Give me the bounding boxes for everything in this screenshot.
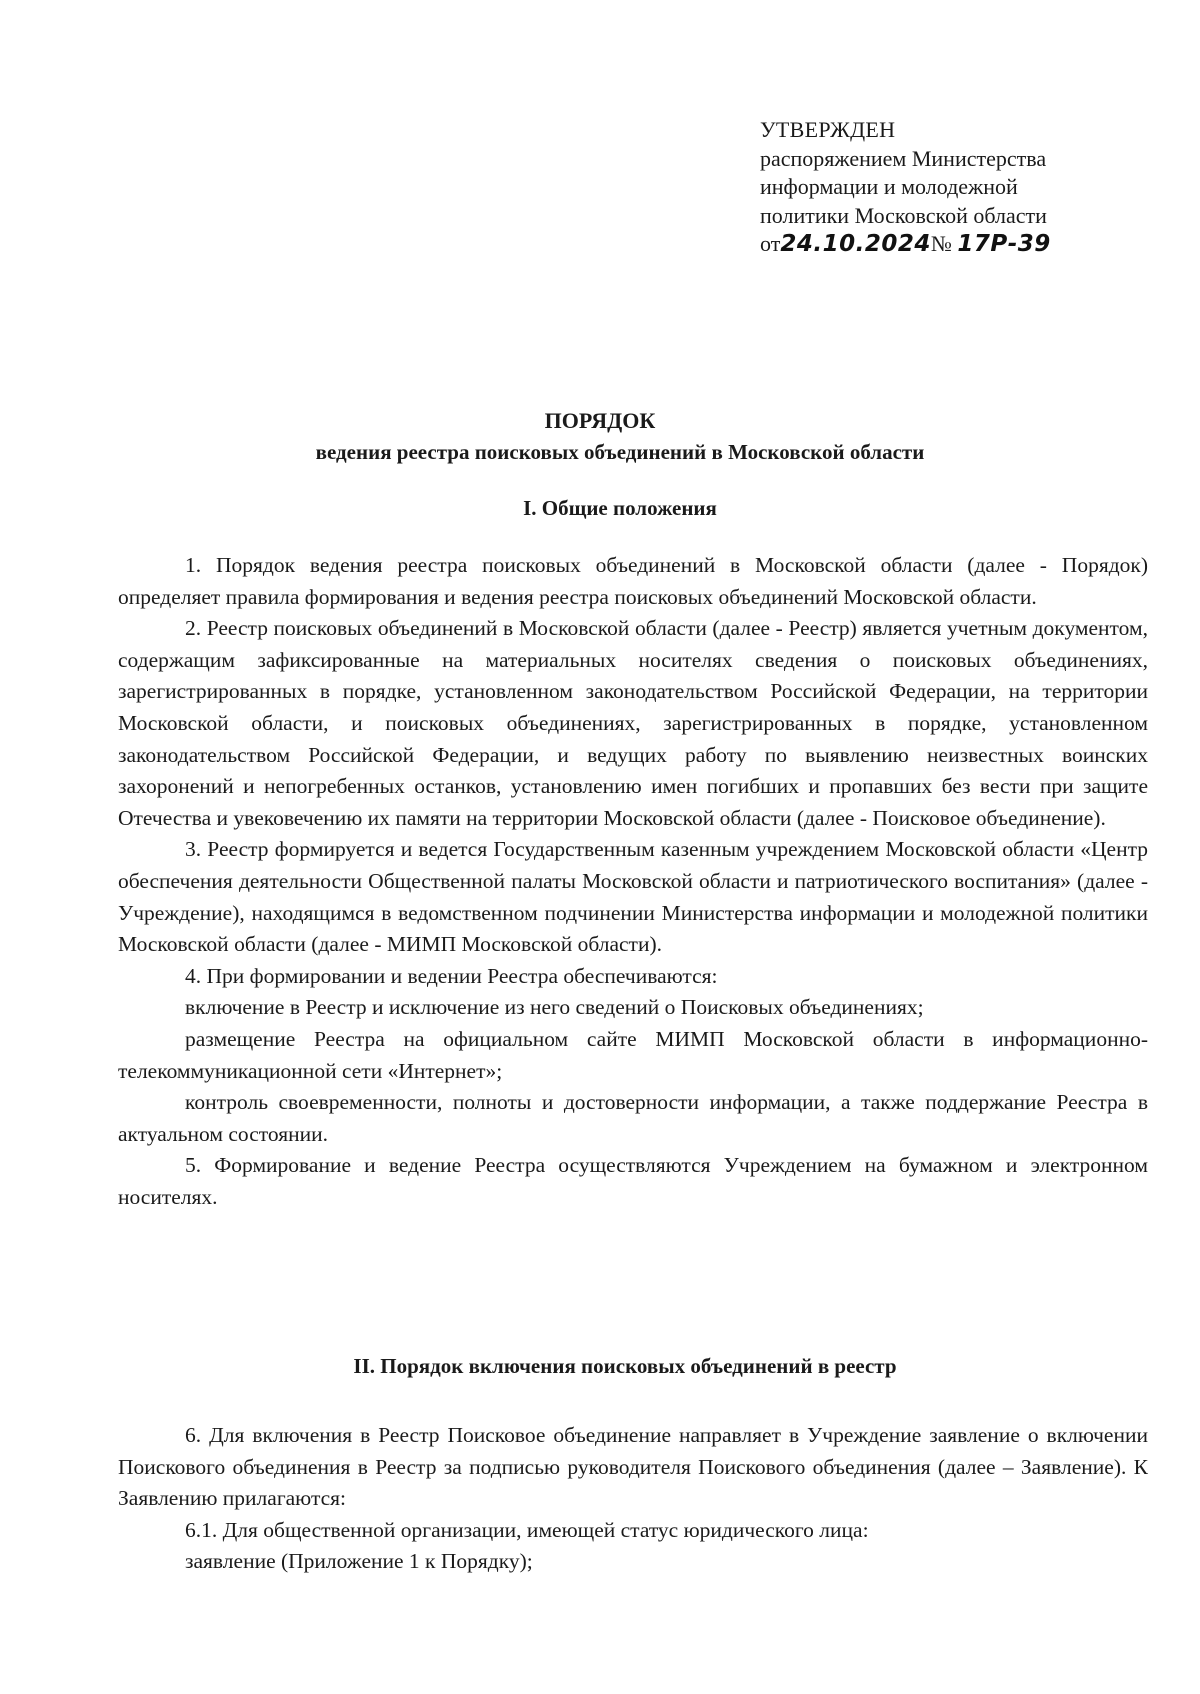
approval-line-3: политики Московской области <box>760 202 1047 228</box>
paragraph: 3. Реестр формируется и ведется Государственным казенным учреждением Московской области «Центр обеспечения деятельности Общественной палаты Московской области и патриотического воспитания» (далее - Учреждение), находящимся в ведомственном подчинении Министерства информации и молодежной политики Московской области (далее - МИМП Московской области). <box>118 837 1148 957</box>
handwritten-number: 17Р-39 <box>957 231 1051 257</box>
paragraph: включение в Реестр и исключение из него сведений о Поисковых объединениях; <box>185 995 924 1020</box>
paragraph: 2. Реестр поисковых объединений в Московской области (далее - Реестр) является учетным документом, содержащим зафиксированные на материальных носителях сведения о поисковых объединениях, зарегистрированных в порядке, установленном законодательством Российской Федерации, на территории Московской области, и поисковых объединениях, зарегистрированных в порядке, установленном законодательством Российской Федерации, и ведущих работу по выявлению неизвестных воинских захоронений и непогребенных останков, установлению имен погибших и пропавших без вести при защите Отечества и увековечению их памяти на территории Московской области (далее - Поисковое объединение). <box>118 616 1148 830</box>
paragraph: 5. Формирование и ведение Реестра осуществляются Учреждением на бумажном и электронном носителях. <box>118 1153 1148 1209</box>
paragraph: контроль своевременности, полноты и достоверности информации, а также поддержание Реестра в актуальном состоянии. <box>118 1090 1148 1146</box>
section-2-title: II. Порядок включения поисковых объединений в реестр <box>353 1354 897 1378</box>
paragraph: 1. Порядок ведения реестра поисковых объединений в Московской области (далее - Порядок) определяет правила формирования и ведения реестра поисковых объединений Московской области. <box>118 553 1148 609</box>
date-prefix: от <box>760 231 781 256</box>
number-prefix: № <box>930 231 952 256</box>
paragraph: 6.1. Для общественной организации, имеющей статус юридического лица: <box>185 1517 869 1542</box>
handwritten-date: 24.10.2024 <box>780 231 931 257</box>
approval-stamp-block <box>760 116 1160 259</box>
paragraph: 4. При формировании и ведении Реестра обеспечиваются: <box>185 963 718 988</box>
paragraph: размещение Реестра на официальном сайте МИМП Московской области в информационно-телекоммуникационной сети «Интернет»; <box>118 1026 1148 1083</box>
section-1-title: I. Общие положения <box>523 496 717 520</box>
document-subtitle: ведения реестра поисковых объединений в Московской области <box>315 440 925 464</box>
approval-date-line <box>760 230 1160 259</box>
document-title: ПОРЯДОК <box>544 408 656 433</box>
approval-line-2: информации и молодежной <box>760 174 1018 199</box>
approval-line-1: распоряжением Министерства <box>760 145 1047 171</box>
section-2-body <box>118 1420 1148 1578</box>
section-1-body <box>118 550 1148 1213</box>
paragraph: заявление (Приложение 1 к Порядку); <box>185 1549 533 1574</box>
approval-title: УТВЕРЖДЕН <box>760 117 896 142</box>
paragraph: 6. Для включения в Реестр Поисковое объединение направляет в Учреждение заявление о включении Поискового объединения в Реестр за подписью руководителя Поискового объединения (далее – Заявление). К Заявлению прилагаются: <box>118 1423 1148 1511</box>
